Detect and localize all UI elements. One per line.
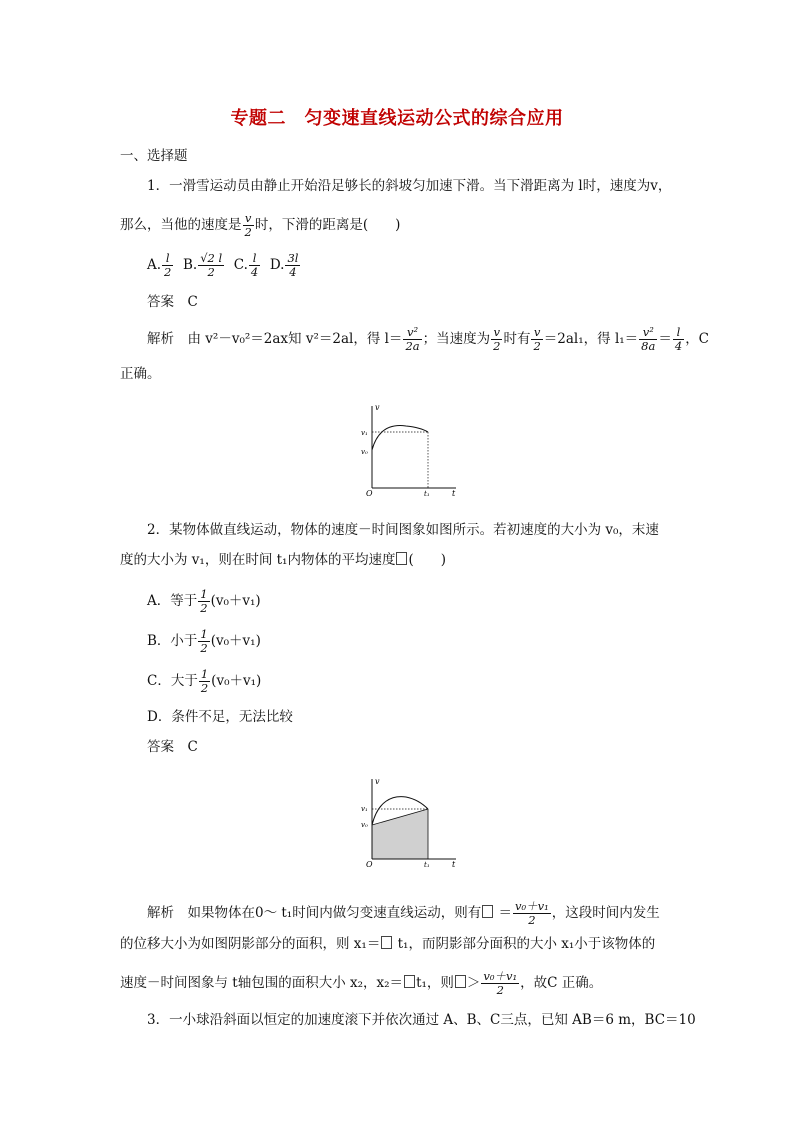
fraction: $\frac{v}{2}$ <box>244 211 252 239</box>
fraction: $\frac{3l}{4}$ <box>287 251 299 279</box>
expl-text: t₁，则 <box>416 975 454 991</box>
fraction: $\frac{√2 l}{2}$ <box>200 251 223 279</box>
axis-y-label: v <box>375 403 380 412</box>
option-b-text: B．小于 <box>147 633 198 649</box>
option-c-label: C. <box>233 257 248 273</box>
fraction: $\frac{l}{4}$ <box>250 251 259 279</box>
q2-explanation-line2 <box>120 934 655 954</box>
q2-stem-text: 度的大小为 v₁，则在时间 t₁内物体的平均速度 <box>120 552 396 568</box>
option-d-label: D. <box>269 257 285 273</box>
q2-stem-line2 <box>120 550 446 570</box>
origin-label: O <box>366 860 373 869</box>
expl-text: ＞ <box>466 975 481 991</box>
t1-label: t₁ <box>424 490 430 498</box>
expl-text: 的位移大小为如图阴影部分的面积，则 x₁＝ <box>120 936 381 952</box>
v1-label: v₁ <box>361 805 368 813</box>
q2-stem-line1: 2．某物体做直线运动，物体的速度－时间图象如图所示。若初速度的大小为 v₀，末速 <box>147 522 659 538</box>
q2-option-b <box>147 628 261 655</box>
axis-y-label: v <box>375 777 380 786</box>
q1-stem-line2 <box>120 212 400 239</box>
fraction: $\frac{\text{v²}}{2a}$ <box>405 325 420 353</box>
expl-text: 时有 <box>503 331 531 347</box>
expl-text: t₁，而阴影部分面积的大小 x₁小于该物体的 <box>397 936 656 952</box>
option-c-text: C．大于 <box>147 673 198 689</box>
q1-explanation-line1 <box>147 326 709 353</box>
expl-text: 解析 如果物体在0～ t₁时间内做匀变速直线运动，则有 <box>147 905 482 921</box>
fraction: $\frac{l}{2}$ <box>164 251 172 279</box>
origin-label: O <box>366 489 373 498</box>
axis-x-label: t <box>452 489 456 498</box>
q1-stem-line1: 1．一滑雪运动员由静止开始沿足够长的斜坡匀加速下滑。当下滑距离为 l时，速度为v， <box>147 178 672 194</box>
expl-text: 解析 由 v²－v₀²＝2ax知 v²＝2al，得 l＝ <box>147 331 403 347</box>
q1-stem-text: 那么，当他的速度是 <box>120 217 242 233</box>
v-bar-symbol <box>404 975 415 988</box>
q1-explanation-line2: 正确。 <box>120 366 161 382</box>
option-a-tail: (v₀＋v₁) <box>210 593 261 609</box>
q2-explanation-line3 <box>120 970 602 997</box>
q2-stem-paren: ( ) <box>408 552 447 568</box>
fraction: $\frac{\text{v²}}{8a}$ <box>641 325 656 353</box>
v0-label: v₀ <box>361 821 368 829</box>
expl-text: ，这段时间内发生 <box>551 905 660 921</box>
expl-text: ＝ <box>498 905 513 921</box>
v-bar-symbol <box>455 975 466 988</box>
q2-answer: 答案 C <box>147 739 198 755</box>
q1-answer: 答案 C <box>147 294 198 310</box>
q3-stem-line1: 3．一小球沿斜面以恒定的加速度滚下并依次通过 A、B、C三点，已知 AB＝6 m，BC＝10 <box>147 1012 696 1028</box>
t1-label: t₁ <box>424 861 430 869</box>
vt-graph-1 <box>360 400 460 500</box>
velocity-curve <box>372 426 428 450</box>
fraction: $\frac{1}{2}$ <box>200 667 209 695</box>
vt-graph-2 <box>360 775 460 870</box>
q2-option-d: D．条件不足，无法比较 <box>147 709 293 725</box>
option-a-label: A. <box>147 257 162 273</box>
v-bar-symbol <box>396 552 407 565</box>
v0-label: v₀ <box>361 448 368 456</box>
expl-text: ，C <box>685 331 710 347</box>
v-bar-symbol <box>381 936 392 949</box>
option-a-text: A．等于 <box>147 593 198 609</box>
axis-x-label: t <box>452 860 456 869</box>
fraction: $\frac{1}{2}$ <box>200 587 208 615</box>
q1-options <box>147 252 301 279</box>
section-heading: 一、选择题 <box>120 148 188 164</box>
q1-stem-text-end: 时，下滑的距离是( ) <box>254 217 401 233</box>
expl-text: ＝ <box>658 331 672 347</box>
fraction: $\frac{1}{2}$ <box>200 627 208 655</box>
shaded-area <box>372 809 428 859</box>
expl-text: ；当速度为 <box>422 331 491 347</box>
fraction: $\frac{\text{v₀＋v₁}}{2}$ <box>483 969 518 997</box>
v-bar-symbol <box>482 905 493 918</box>
fraction: $\frac{l}{4}$ <box>674 325 683 353</box>
q2-option-a <box>147 588 261 615</box>
option-c-tail: (v₀＋v₁) <box>211 673 262 689</box>
fraction: $\frac{v}{2}$ <box>533 325 541 353</box>
expl-text: 速度－时间图象与 t轴包围的面积大小 x₂，x₂＝ <box>120 975 404 991</box>
q2-option-c <box>147 668 261 695</box>
q2-explanation-line1 <box>147 900 660 927</box>
document-title: 专题二 匀变速直线运动公式的综合应用 <box>230 108 564 129</box>
option-b-label: B. <box>182 257 198 273</box>
expl-text: ，故C 正确。 <box>520 975 603 991</box>
option-b-tail: (v₀＋v₁) <box>210 633 261 649</box>
fraction: $\frac{\text{v₀＋v₁}}{2}$ <box>515 899 549 927</box>
fraction: $\frac{v}{2}$ <box>493 325 501 353</box>
v1-label: v₁ <box>361 429 368 437</box>
expl-text: ＝2al₁，得 l₁＝ <box>543 331 639 347</box>
